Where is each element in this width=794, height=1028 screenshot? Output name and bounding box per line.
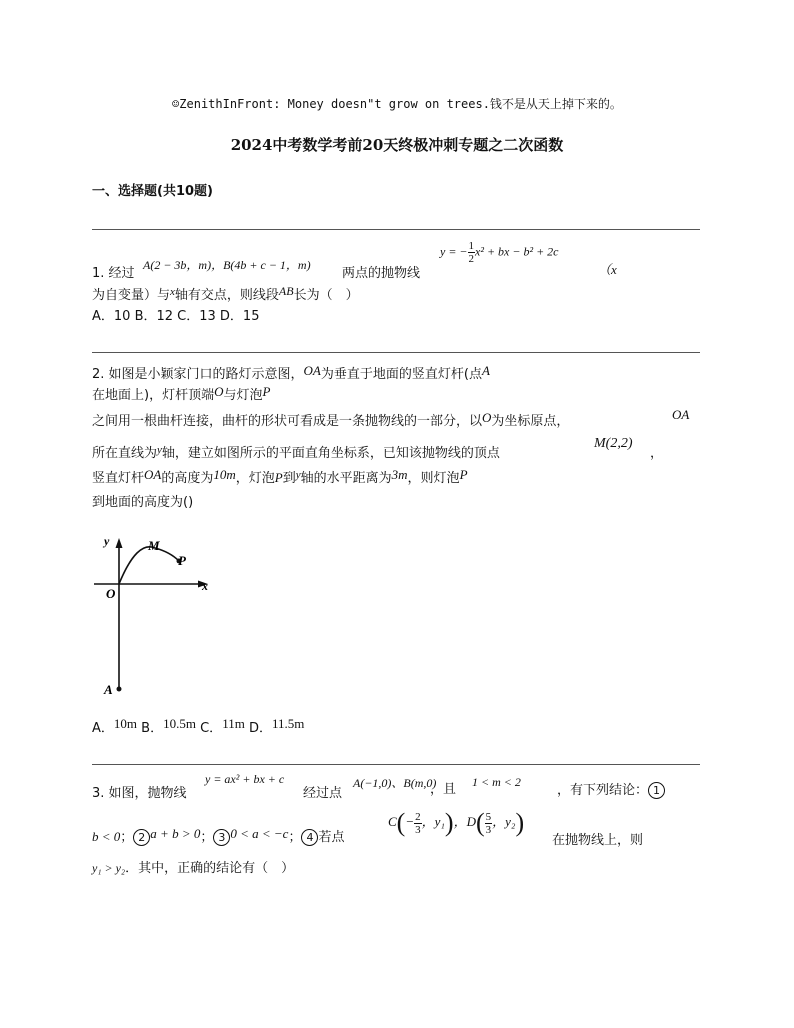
q2-line1: 2. 如图是小颖家门口的路灯示意图，OA为垂直于地面的竖直灯杆(点A <box>92 363 490 382</box>
q2-line6: 到地面的高度为() <box>92 495 194 510</box>
q2-vertex: M(2,2) <box>594 436 633 451</box>
fig-y-label: y <box>104 534 110 548</box>
q3-line1: 3. 如图，抛物线 <box>92 786 187 801</box>
q3-equation: y = ax² + bx + c <box>205 772 285 786</box>
q3-conclusions: ，有下列结论： 1 <box>557 779 665 799</box>
q2-oa-label: OA <box>672 407 690 422</box>
q1-line1 <box>92 262 135 281</box>
q3-points: A(−1,0)、B(m,0) <box>353 776 437 790</box>
divider <box>92 764 700 765</box>
fig-o-label: O <box>106 586 116 601</box>
q1-mid: 两点的抛物线 <box>342 266 421 281</box>
q3-line3: y₁ > y₂．其中，正确的结论有（ ） <box>92 861 295 876</box>
q1-points: A(2 − 3b，m)，B(4b + c − 1，m) <box>143 258 311 272</box>
q3-on-parabola: 在抛物线上，则 <box>552 833 644 848</box>
circled-1-icon: 1 <box>648 782 665 799</box>
section-heading: 一、选择题(共10题) <box>92 184 213 199</box>
q3-line2: b < 0； 2 a + b > 0； 3 0 < a < −c； 4 若点 <box>92 826 345 845</box>
page-title: 2024中考数学考前20天终极冲刺专题之二次函数 <box>230 136 564 154</box>
q2-comma: ， <box>650 446 664 461</box>
q3-condition: 1 < m < 2 <box>472 775 521 789</box>
divider <box>92 229 700 230</box>
q2-line3: 之间用一根曲杆连接，曲杆的形状可看成是一条抛物线的一部分，以O为坐标原点， <box>92 410 570 429</box>
q1-paren: （x <box>598 262 617 277</box>
fig-a-label: A <box>104 682 113 697</box>
fig-x-label: x <box>202 579 208 593</box>
y-axis-arrow-icon <box>116 538 123 548</box>
watermark: ☺ZenithInFront: Money doesn"t grow on trees.钱不是从天上掉下来的。 <box>172 97 622 111</box>
q3-and: ，且 <box>430 782 457 797</box>
circled-3-icon: 3 <box>213 829 230 846</box>
q2-line2: 在地面上)，灯杆顶端O与灯泡P <box>92 384 271 403</box>
q3-passes: 经过点 <box>303 786 343 801</box>
q2-figure <box>92 530 217 700</box>
q1-number: 1. 经过 <box>92 266 135 281</box>
fig-p-label: P <box>178 553 186 568</box>
circled-2-icon: 2 <box>133 829 150 846</box>
q1-options: A．10 B．12 C．13 D．15 <box>92 309 260 324</box>
divider <box>92 352 700 353</box>
fig-m-label: M <box>148 538 160 553</box>
q2-line5: 竖直灯杆OA的高度为10m，灯泡P到$^y$轴的水平距离为3m，则灯泡P <box>92 467 468 486</box>
q1-equation: y = − $\frac{1}{2}$ x² + bx − b² + 2c <box>440 240 559 265</box>
circled-4-icon: 4 <box>301 829 318 846</box>
q3-points-cd: C(− $\frac{2}{3}$ ，y₁)，D( $\frac{5}{3}$ ，y₂) <box>388 808 525 837</box>
point-a <box>117 687 122 692</box>
q1-line2: 为自变量）与$^x$轴有交点，则线段AB长为（ ） <box>92 284 359 303</box>
q2-line4: 所在直线为$^y$轴，建立如图所示的平面直角坐标系，已知该抛物线的顶点 <box>92 444 500 461</box>
q2-options: A．10m B．10.5m C．11m D．11.5m <box>92 716 305 736</box>
